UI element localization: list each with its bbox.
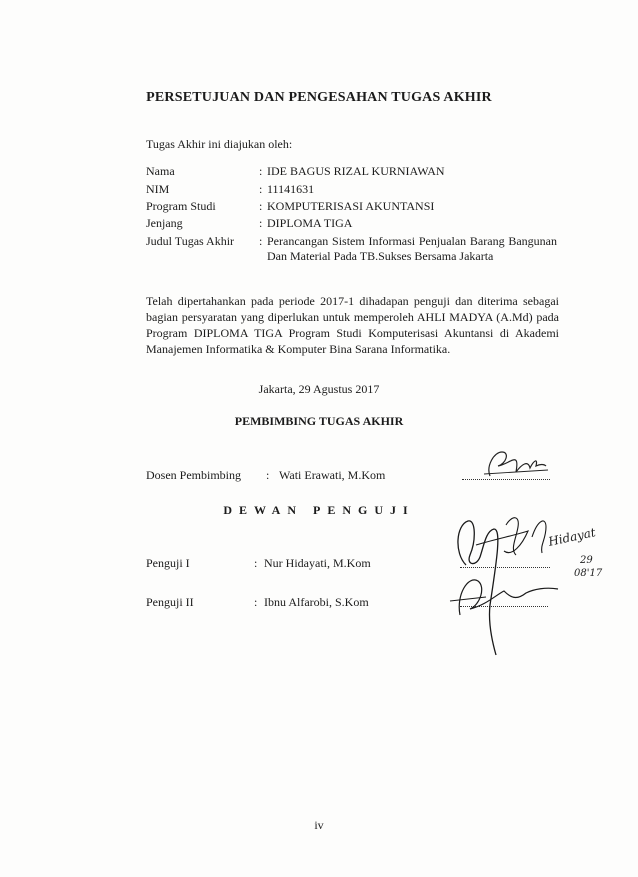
examiner-signature-icon [446, 505, 596, 660]
examiner-label: Penguji II [146, 595, 194, 609]
field-colon: : [259, 199, 263, 213]
field-colon: : [259, 216, 263, 230]
field-label: Judul Tugas Akhir [146, 234, 235, 248]
supervisor-signature-icon [476, 446, 556, 480]
examiner-name: Ibnu Alfarobi, S.Kom [264, 595, 369, 609]
page-number: iv [314, 818, 324, 832]
field-value: DIPLOMA TIGA [267, 216, 353, 230]
field-colon: : [259, 164, 263, 178]
field-label: Nama [146, 164, 175, 178]
field-label: Program Studi [146, 199, 216, 213]
field-colon: : [259, 182, 263, 196]
intro-text: Tugas Akhir ini diajukan oleh: [146, 137, 293, 151]
field-value: IDE BAGUS RIZAL KURNIAWAN [267, 164, 445, 178]
field-value: Perancangan Sistem Informasi Penjualan Barang Bangunan Dan Material Pada TB.Sukses Bersama Jakarta [267, 234, 557, 263]
handwritten-date-top: 29 [580, 555, 593, 566]
field-value: KOMPUTERISASI AKUNTANSI [267, 199, 435, 213]
field-colon: : [254, 595, 258, 609]
page-title: PERSETUJUAN DAN PENGESAHAN TUGAS AKHIR [146, 90, 492, 105]
statement-paragraph: Telah dipertahankan pada periode 2017-1 dihadapan penguji dan diterima sebagai bagian persyaratan yang diperlukan untuk memperoleh AHLI MADYA (A.Md) pada Program DIPLOMA TIGA Program Studi Komputerisasi Akuntansi di Akademi Manajemen Informatika & Komputer Bina Sarana Informatika. [146, 294, 559, 356]
place-date: Jakarta, 29 Agustus 2017 [258, 382, 380, 396]
supervisor-heading: PEMBIMBING TUGAS AKHIR [234, 414, 404, 428]
field-value: 11141631 [267, 182, 315, 196]
examiners-heading: DEWAN PENGUJI [223, 503, 415, 517]
supervisor-name: Wati Erawati, M.Kom [279, 468, 386, 482]
examiner-label: Penguji I [146, 556, 190, 570]
field-colon: : [259, 234, 263, 248]
handwritten-date-bottom: 08'17 [574, 568, 603, 579]
supervisor-label: Dosen Pembimbing [146, 468, 241, 482]
field-colon: : [254, 556, 258, 570]
field-label: Jenjang [146, 216, 183, 230]
handwritten-name: Hidayat [547, 525, 597, 549]
field-colon: : [266, 468, 270, 482]
field-label: NIM [146, 182, 170, 196]
examiner-name: Nur Hidayati, M.Kom [264, 556, 371, 570]
